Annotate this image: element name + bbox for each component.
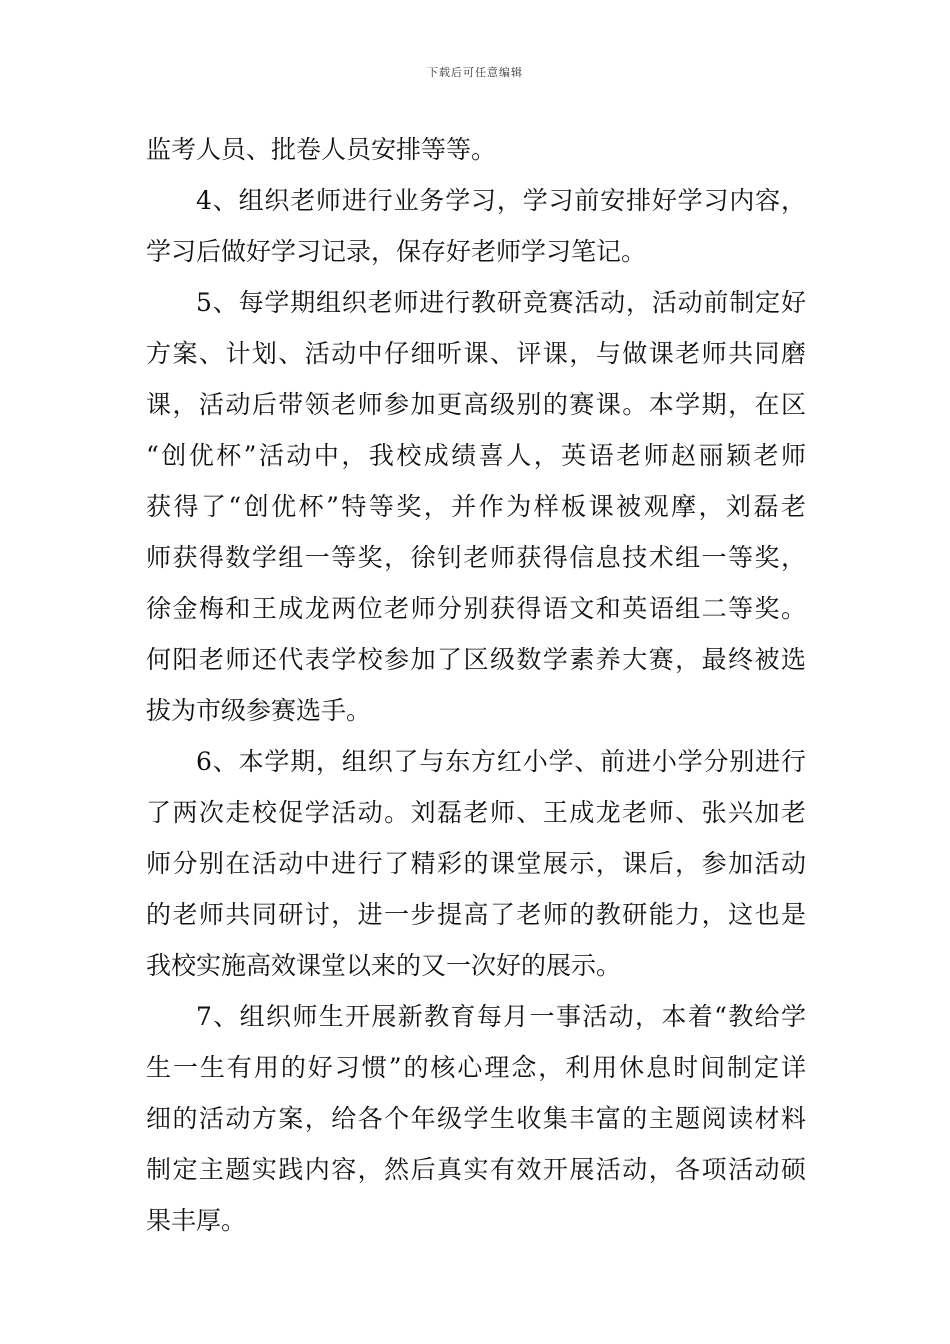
text-line: 5、每学期组织老师进行教研竞赛活动，活动前制定好 <box>196 288 806 317</box>
text-line: 4、组织老师进行业务学习，学习前安排好学习内容， <box>196 186 806 215</box>
text-line: 我校实施高效课堂以来的又一次好的展示。 <box>146 951 622 980</box>
text-line: 拔为市级参赛选手。 <box>146 696 372 725</box>
text-line: 课，活动后带领老师参加更高级别的赛课。本学期，在区 <box>146 390 806 419</box>
text-line: 6、本学期，组织了与东方红小学、前进小学分别进行 <box>196 747 806 776</box>
text-line: 果丰厚。 <box>146 1206 247 1235</box>
text-line: 生一生有用的好习惯”的核心理念，利用休息时间制定详 <box>146 1053 806 1082</box>
text-line: 学习后做好学习记录，保存好老师学习笔记。 <box>146 237 647 266</box>
text-line: 了两次走校促学活动。刘磊老师、王成龙老师、张兴加老 <box>146 798 806 827</box>
text-line: 徐金梅和王成龙两位老师分别获得语文和英语组二等奖。 <box>146 594 806 623</box>
text-line: 方案、计划、活动中仔细听课、评课，与做课老师共同磨 <box>146 339 806 368</box>
text-line: 师分别在活动中进行了精彩的课堂展示，课后，参加活动 <box>146 849 806 878</box>
text-line: 7、组织师生开展新教育每月一事活动，本着“教给学 <box>196 1002 806 1031</box>
text-line: 监考人员、批卷人员安排等等。 <box>146 135 497 164</box>
text-line: 的老师共同研讨，进一步提高了老师的教研能力，这也是 <box>146 900 806 929</box>
text-line: 细的活动方案，给各个年级学生收集丰富的主题阅读材料 <box>146 1104 806 1133</box>
text-line: 何阳老师还代表学校参加了区级数学素养大赛，最终被选 <box>146 645 806 674</box>
page-header: 下载后可任意编辑 <box>427 66 523 79</box>
text-line: “创优杯”活动中，我校成绩喜人，英语老师赵丽颖老师 <box>146 441 806 470</box>
text-line: 获得了“创优杯”特等奖，并作为样板课被观摩，刘磊老 <box>146 492 806 521</box>
text-line: 师获得数学组一等奖，徐钊老师获得信息技术组一等奖， <box>146 543 806 572</box>
text-line: 制定主题实践内容，然后真实有效开展活动，各项活动硕 <box>146 1155 806 1184</box>
document-body <box>146 124 806 1246</box>
